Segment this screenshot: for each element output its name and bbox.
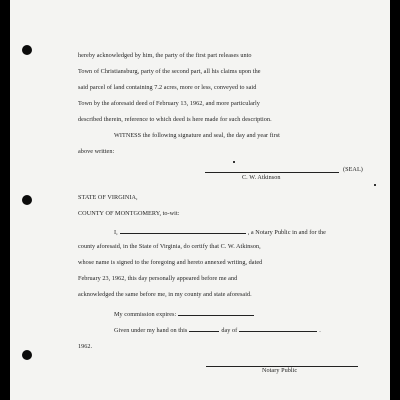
given-day-blank <box>189 325 219 332</box>
notary-line: acknowledged the same before me, in my county and state aforesaid. <box>78 291 252 298</box>
commission-label: My commission expires: <box>114 311 177 318</box>
notary-intro-rest: , a Notary Public in and for the <box>247 229 326 236</box>
document-page <box>10 0 390 400</box>
given-end: . <box>319 327 321 334</box>
given-label-1: Given under my hand on this <box>114 327 188 334</box>
body-line: Town of Christiansburg, party of the second part, all his claims upon the <box>78 68 261 75</box>
state-heading: STATE OF VIRGINIA, <box>78 194 138 201</box>
given-month-blank <box>239 325 317 332</box>
body-line: hereby acknowledged by him, the party of the first part releases unto <box>78 52 252 59</box>
body-line: said parcel of land containing 7.2 acres, more or less, conveyed to said <box>78 84 257 91</box>
given-label-2: day of <box>221 327 238 334</box>
county-heading: COUNTY OF MONTGOMERY, to-wit: <box>78 210 180 217</box>
body-line: Town by the aforesaid deed of February 13, 1962, and more particularly <box>78 100 260 107</box>
notary-line: county aforesaid, in the State of Virginia, do certify that C. W. Atkinson, <box>78 243 261 250</box>
commission-line <box>114 309 256 319</box>
year-line: 1962. <box>78 343 93 350</box>
witness-line: WITNESS the following signature and seal, the day and year first <box>114 132 280 139</box>
notary-intro-label: I, <box>114 229 118 236</box>
given-line <box>114 325 321 335</box>
binder-hole <box>22 195 32 205</box>
signature-line <box>205 172 339 173</box>
notary-line: whose name is signed to the foregoing and hereto annexed writing, dated <box>78 259 263 266</box>
notary-name-blank <box>120 227 246 234</box>
notary-intro <box>114 227 326 237</box>
binder-hole <box>22 45 32 55</box>
seal-label: (SEAL) <box>343 166 363 173</box>
body-line: described therein, reference to which deed is here made for such description. <box>78 116 272 123</box>
notary-line: February 23, 1962, this day personally appeared before me and <box>78 275 238 282</box>
binder-hole <box>22 350 32 360</box>
notary-public-label: Notary Public <box>262 367 298 374</box>
signer-name: C. W. Atkinson <box>242 174 281 181</box>
scan-speck <box>233 161 235 163</box>
commission-blank <box>178 309 254 316</box>
scan-speck <box>374 184 376 186</box>
body-line: above written: <box>78 148 115 155</box>
